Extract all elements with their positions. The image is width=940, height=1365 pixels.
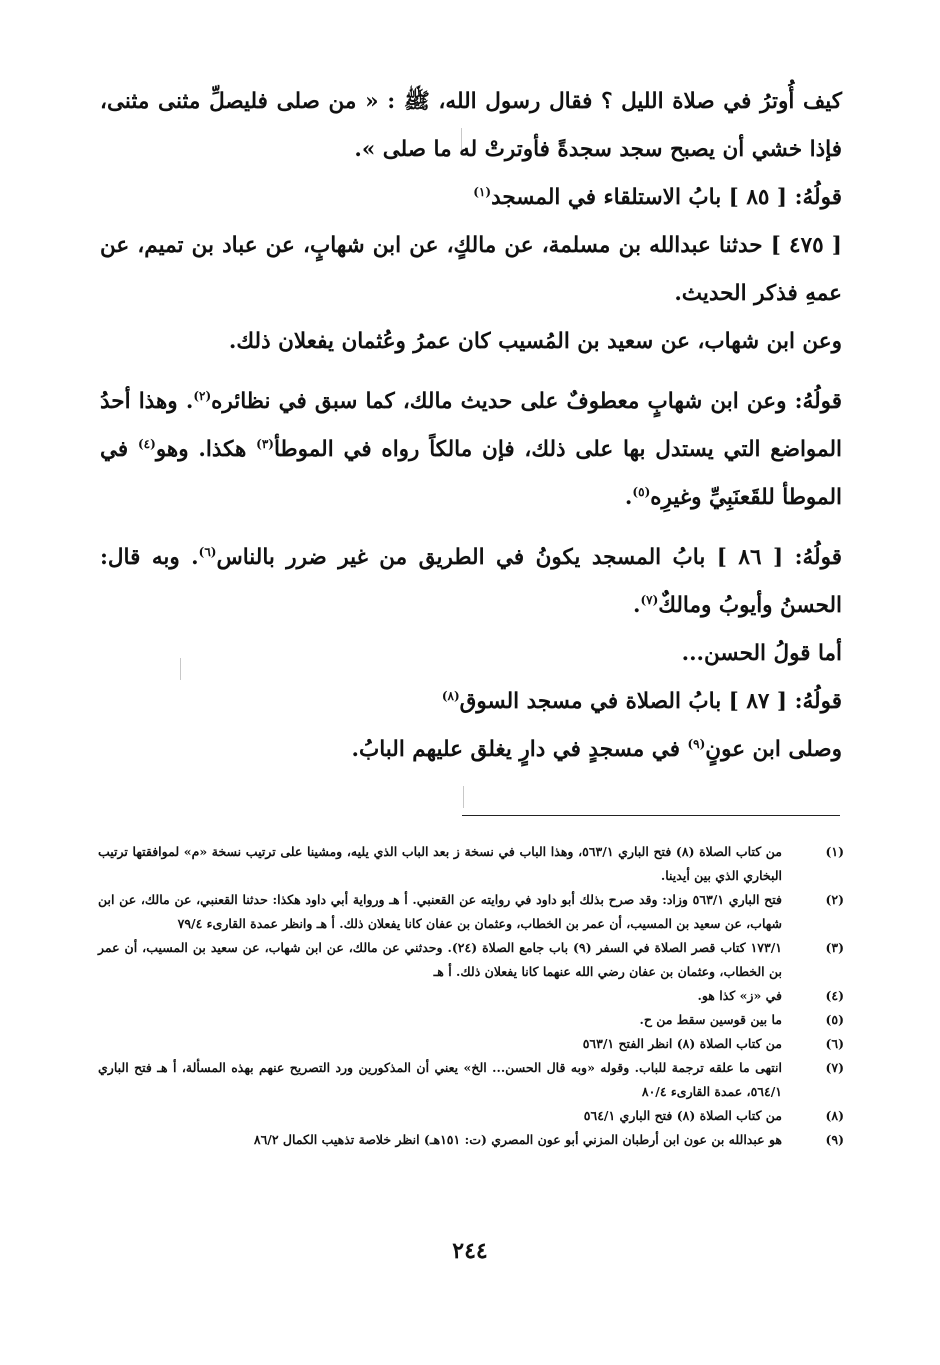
scan-mark	[461, 128, 462, 150]
footnote-number: (٦)	[825, 1036, 844, 1051]
paragraph-6-text-a: [ ٨٦ ] بابُ المسجد يكونُ في الطريق من غير ضرر بالناس	[216, 545, 795, 570]
paragraph-6	[100, 534, 842, 630]
footnote-ref-2[interactable]: (٢)	[193, 388, 212, 403]
footnotes-section	[98, 840, 844, 1152]
paragraph-1-text: كيف أُوترُ في صلاة الليل ؟ فقال رسول الله، ﷺ : « من صلى فليصلِّ مثنى مثنى، فإذا خشي أن يصبح سجد سجدةً فأوترتْ له ما صلى ».	[100, 89, 842, 162]
paragraph-5-text-a: وعن ابن شهابٍ معطوفٌ على حديث مالك، كما سبق في نظائره	[211, 389, 795, 414]
footnote-number: (٧)	[825, 1060, 844, 1075]
footnote-number: (٤)	[825, 988, 844, 1003]
footnote-number: (١)	[825, 844, 844, 859]
paragraph-8-text: [ ٨٧ ] بابُ الصلاة في مسجد السوق	[459, 689, 795, 714]
paragraph-7	[100, 630, 842, 678]
footnote-number: (٥)	[825, 1012, 844, 1027]
paragraph-2-text: [ ٨٥ ] بابُ الاستلقاء في المسجد	[491, 185, 795, 210]
footnote-number: (٩)	[825, 1132, 844, 1147]
paragraph-5-text-b: . وهذا أحدُ المواضع التي يستدل بها على ذلك، فإن مالكاً رواه في الموطأ	[100, 389, 842, 462]
qawluhu-label: قولُهُ:	[794, 389, 843, 414]
footnote-item	[98, 984, 844, 1008]
paragraph-2	[100, 174, 842, 222]
footnote-text: في «ز» كذا هو.	[697, 988, 782, 1003]
qawluhu-label: قولُهُ:	[794, 545, 842, 570]
paragraph-6-text-c: .	[632, 593, 641, 618]
scan-mark	[463, 786, 464, 808]
paragraph-9-text-a: وصلى ابن عونٍ	[705, 737, 842, 762]
paragraph-5-text-d: في الموطأ للقَعنَبِيِّ وغيرِه	[100, 437, 842, 510]
paragraph-9	[100, 726, 842, 774]
footnote-item	[98, 1008, 844, 1032]
footnote-ref-4[interactable]: (٤)	[137, 436, 156, 451]
footnote-item	[98, 1056, 844, 1104]
paragraph-5-text-c: هكذا. وهو	[155, 437, 257, 462]
footnote-item	[98, 936, 844, 984]
paragraph-4-text: وعن ابن شهاب، عن سعيد بن المُسيب كان عمرُ وعُثمان يفعلان ذلك.	[228, 329, 842, 354]
paragraph-1	[100, 78, 842, 174]
paragraph-9-text-b: في مسجدٍ في دارٍ يغلق عليهم البابُ.	[351, 737, 688, 762]
footnote-divider	[462, 815, 840, 816]
footnote-ref-5[interactable]: (٥)	[632, 484, 651, 499]
paragraph-6-text-b: . وبه قال: الحسنُ وأيوبُ ومالكٌ	[100, 545, 842, 618]
paragraph-5-text-e: .	[624, 485, 633, 510]
paragraph-3	[100, 222, 842, 318]
footnote-item	[98, 888, 844, 936]
footnote-ref-9[interactable]: (٩)	[687, 736, 706, 751]
main-text	[100, 78, 842, 774]
footnote-ref-8[interactable]: (٨)	[441, 688, 460, 703]
paragraph-5	[100, 378, 842, 522]
page-number: ٢٤٤	[452, 1238, 488, 1264]
footnote-text: من كتاب الصلاة (٨) انظر الفتح ٥٦٣/١	[582, 1036, 782, 1051]
footnote-ref-7[interactable]: (٧)	[640, 592, 659, 607]
footnote-item	[98, 1128, 844, 1152]
footnote-text: ما بين قوسين سقط من ح.	[639, 1012, 782, 1027]
footnote-number: (٨)	[825, 1108, 844, 1123]
paragraph-3-text: [ ٤٧٥ ] حدثنا عبدالله بن مسلمة، عن مالكٍ، عن ابن شهابٍ، عن عباد بن تميم، عن عمهِ فذكر الحديث.	[100, 233, 842, 306]
paragraph-7-text: أما قولُ الحسن...	[681, 641, 842, 666]
footnote-number: (٢)	[825, 892, 844, 907]
footnote-item	[98, 1032, 844, 1056]
qawluhu-label: قولُهُ:	[794, 689, 842, 714]
footnote-text: انتهى ما علقه ترجمة للباب. وقوله «وبه قال الحسن... الخ» يعني أن المذكورين ورد التصريح عنهم بهذه المسألة، أ هـ فتح الباري ٥٦٤/١، عمدة القارىء ٨٠/٤	[98, 1060, 782, 1099]
footnote-text: ١٧٣/١ كتاب قصر الصلاة في السفر (٩) باب جامع الصلاة (٢٤). وحدثني عن مالك، عن ابن شهاب، عن سعيد بن المسيب، أن عمر بن الخطاب، وعثمان بن عفان رضي الله عنهما كانا يفعلان ذلك. أ هـ	[98, 940, 782, 979]
footnote-item	[98, 1104, 844, 1128]
footnote-text: هو عبدالله بن عون ابن أرطبان المزني أبو عون المصري (ت: ١٥١هـ) انظر خلاصة تذهيب الكمال ٨٦/٢	[253, 1132, 782, 1147]
footnote-item	[98, 840, 844, 888]
footnote-ref-3[interactable]: (٣)	[256, 436, 274, 451]
qawluhu-label: قولُهُ:	[794, 185, 842, 210]
footnote-text: من كتاب الصلاة (٨) فتح الباري ٥٦٣/١، وهذا الباب في نسخة ز بعد الباب الذي يليه، ومشينا على ترتيب نسخة «م» لموافقتها ترتيب البخاري الذي بين أيدينا.	[98, 844, 783, 883]
footnote-ref-6[interactable]: (٦)	[198, 544, 217, 559]
paragraph-4	[100, 318, 842, 366]
footnote-number: (٣)	[825, 940, 844, 955]
footnote-text: فتح الباري ٥٦٣/١ وزاد: وقد صرح بذلك أبو داود في روايته عن القعنبي. أ هـ ورواية أبي داود هكذا: حدثنا القعنبي، عن مالك، عن ابن شهاب، عن سعيد بن المسيب، أن عمر بن الخطاب، وعثمان بن عفان كانا يفعلان ذلك. أ هـ وانظر عمدة القارىء ٧٩/٤	[98, 892, 782, 931]
footnote-ref-1[interactable]: (١)	[473, 184, 492, 199]
scan-mark	[180, 658, 181, 680]
paragraph-8	[100, 678, 842, 726]
footnote-text: من كتاب الصلاة (٨) فتح الباري ٥٦٤/١	[583, 1108, 782, 1123]
